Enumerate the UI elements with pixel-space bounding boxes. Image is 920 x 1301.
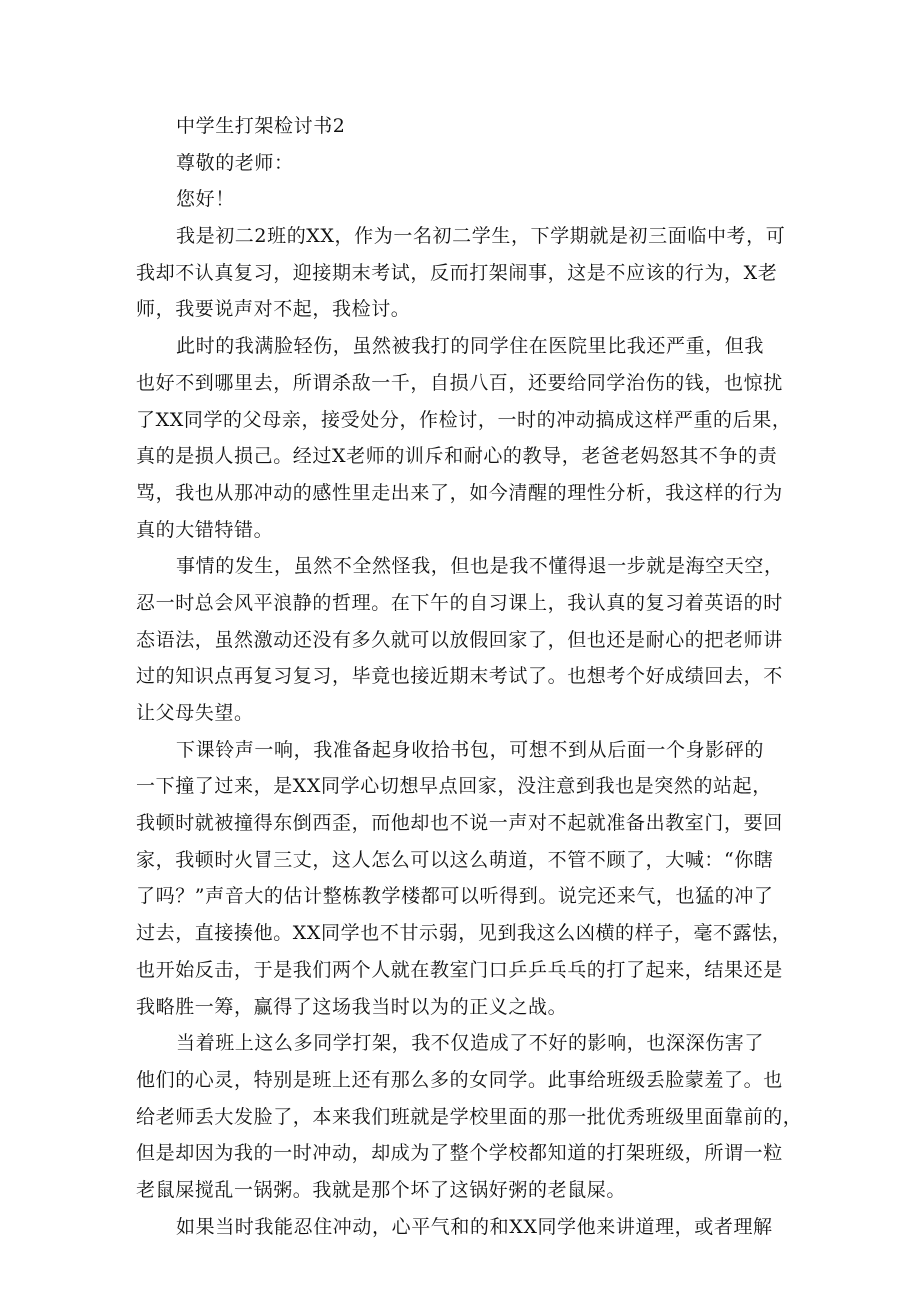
paragraph-line: 下课铃声一响，我准备起身收拾书包，可想不到从后面一个身影砰的 [176, 738, 765, 761]
paragraph-2 [136, 328, 794, 548]
paragraph-line: 了吗？”声音大的估计整栋教学楼都可以听得到。说完还来气，也猛的冲了 [136, 885, 774, 908]
document-title: 中学生打架检讨书2 [176, 115, 346, 137]
paragraph-1 [136, 218, 794, 328]
paragraph-line: 真的是损人损己。经过X老师的训斥和耐心的教导，老爸老妈怒其不争的责 [136, 445, 778, 468]
greeting: 您好！ [176, 188, 235, 211]
paragraph-line: 当着班上这么多同学打架，我不仅造成了不好的影响，也深深伤害了 [176, 1032, 765, 1055]
paragraph-line: 他们的心灵，特别是班上还有那么多的女同学。此事给班级丢脸蒙羞了。也 [136, 1068, 783, 1091]
paragraph-line: 我是初二2班的XX，作为一名初二学生，下学期就是初三面临中考，可 [176, 225, 786, 248]
paragraph-3 [136, 548, 794, 731]
paragraph-line: 我顿时就被撞得东倒西歪，而他却也不说一声对不起就准备出教室门，要回 [136, 812, 783, 835]
paragraph-4 [136, 732, 794, 1026]
paragraph-6 [136, 1209, 794, 1246]
paragraph-line: 也好不到哪里去，所谓杀敌一千，自损八百，还要给同学治伤的钱，也惊扰 [136, 371, 783, 394]
paragraph-line: 骂，我也从那冲动的感性里走出来了，如今清醒的理性分析，我这样的行为 [136, 481, 783, 504]
paragraph-line: 态语法，虽然激动还没有多久就可以放假回家了，但也还是耐心的把老师讲 [136, 628, 783, 651]
salutation: 尊敬的老师： [176, 151, 294, 174]
paragraph-line: 我却不认真复习，迎接期末考试，反而打架闹事，这是不应该的行为，X老 [136, 261, 778, 284]
paragraph-line: 我略胜一筹，赢得了这场我当时以为的正义之战。 [136, 995, 568, 1018]
paragraph-line: 但是却因为我的一时冲动，却成为了整个学校都知道的打架班级，所谓一粒 [136, 1142, 783, 1165]
paragraph-line: 此时的我满脸轻伤，虽然被我打的同学住在医院里比我还严重，但我 [176, 335, 765, 358]
paragraph-line: 过去，直接揍他。XX同学也不甘示弱，见到我这么凶横的样子，毫不露怯， [136, 922, 792, 945]
paragraph-line: 事情的发生，虽然不全然怪我，但也是我不懂得退一步就是海空天空， [176, 555, 784, 578]
paragraph-line: 过的知识点再复习复习，毕竟也接近期末考试了。也想考个好成绩回去，不 [136, 665, 783, 688]
paragraph-5 [136, 1025, 803, 1208]
paragraph-line: 老鼠屎搅乱一锅粥。我就是那个坏了这锅好粥的老鼠屎。 [136, 1178, 627, 1201]
paragraph-line: 一下撞了过来，是XX同学心切想早点回家，没注意到我也是突然的站起， [136, 775, 772, 798]
paragraph-line: 让父母失望。 [136, 702, 254, 724]
paragraph-line: 师，我要说声对不起，我检讨。 [136, 298, 411, 321]
paragraph-line: 真的大错特错。 [136, 518, 274, 541]
document-body [136, 108, 803, 1245]
paragraph-line: 了XX同学的父母亲，接受处分，作检讨，一时的冲动搞成这样严重的后果， [136, 408, 792, 431]
paragraph-line: 给老师丢大发脸了，本来我们班就是学校里面的那一批优秀班级里面靠前的， [136, 1105, 803, 1128]
paragraph-line: 如果当时我能忍住冲动，心平气和的和XX同学他来讲道理，或者理解 [176, 1215, 773, 1238]
paragraph-line: 家，我顿时火冒三丈，这人怎么可以这么萌道，不管不顾了，大喊：“你瞎 [136, 848, 774, 871]
paragraph-line: 也开始反击，于是我们两个人就在教室门口乒乒乓乓的打了起来，结果还是 [136, 958, 783, 981]
paragraph-line: 忍一时总会风平浪静的哲理。在下午的自习课上，我认真的复习着英语的时 [136, 591, 783, 614]
